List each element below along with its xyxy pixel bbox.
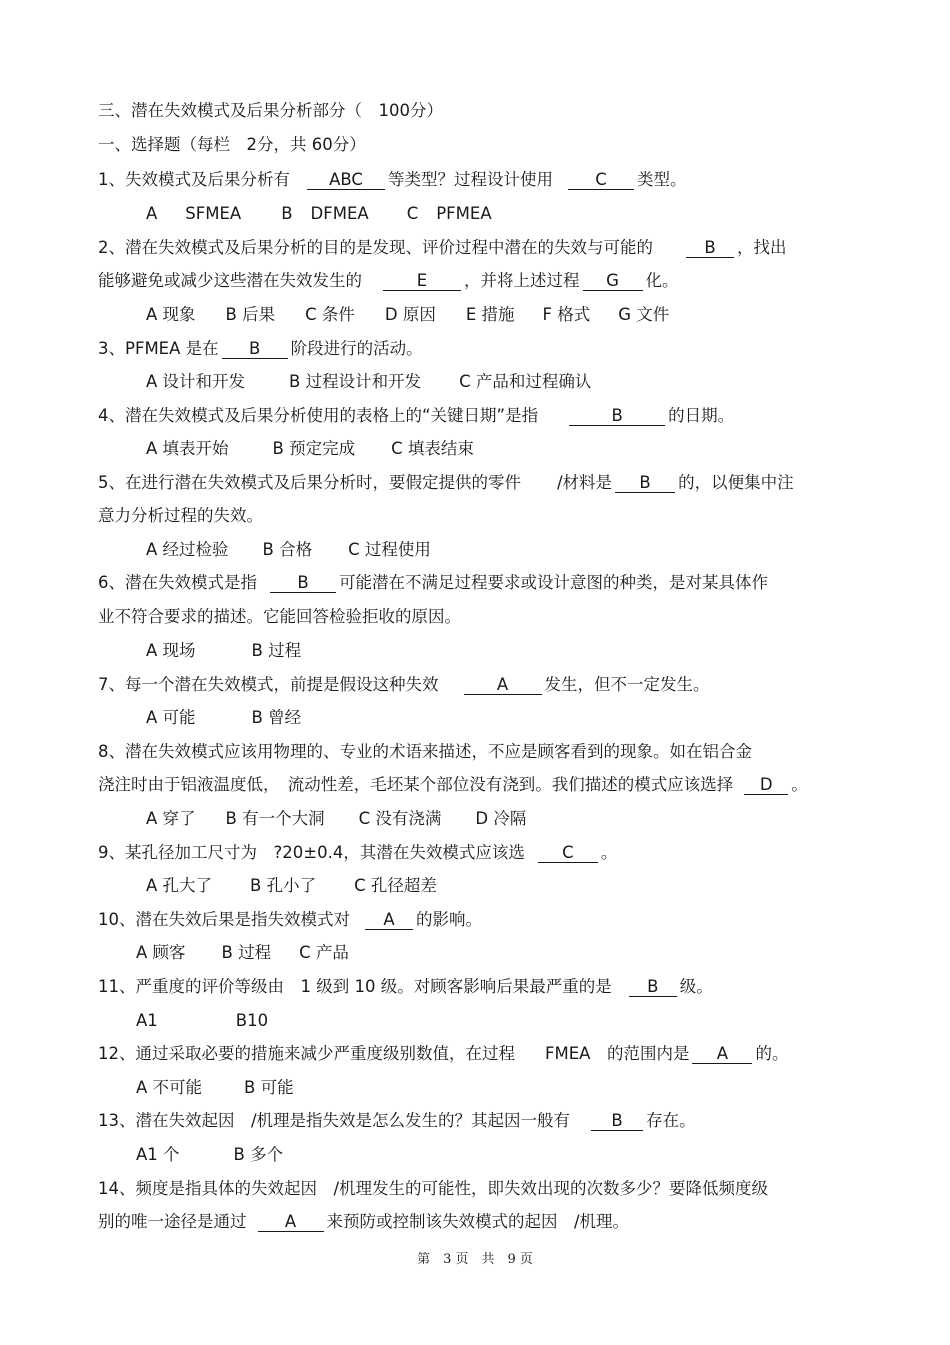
options-7: A 可能 B 曾经	[146, 708, 302, 727]
question-11: 11、严重度的评价等级由 1 级到 10 级。对顾客影响后果最严重的是 B 级。	[98, 977, 713, 996]
question-6: 6、潜在失效模式是指 B 可能潜在不满足过程要求或设计意图的种类，是对某具体作	[98, 573, 768, 592]
options-1: A SFMEA B DFMEA C PFMEA	[146, 204, 492, 223]
question-5-cont: 意力分析过程的失效。	[98, 506, 263, 525]
question-13: 13、潜在失效起因 /机理是指失效是怎么发生的？其起因一般有 B 存在。	[98, 1111, 696, 1130]
answer-blank: C	[538, 843, 598, 863]
options-13: A1 个 B 多个	[136, 1145, 284, 1164]
question-10: 10、潜在失效后果是指失效模式对 A 的影响。	[98, 910, 482, 929]
question-4: 4、潜在失效模式及后果分析使用的表格上的“关键日期”是指 B 的日期。	[98, 406, 735, 425]
page-footer: 第 3 页 共 9 页	[417, 1252, 533, 1267]
question-8: 8、潜在失效模式应该用物理的、专业的术语来描述，不应是顾客看到的现象。如在铝合金	[98, 742, 752, 761]
answer-blank: D	[744, 775, 788, 795]
answer-blank: B	[686, 238, 734, 258]
options-12: A 不可能 B 可能	[136, 1078, 294, 1097]
answer-blank: B	[629, 977, 677, 997]
options-5: A 经过检验 B 合格 C 过程使用	[146, 540, 431, 559]
answer-blank: B	[615, 473, 675, 493]
question-14: 14、频度是指具体的失效起因 /机理发生的可能性，即失效出现的次数多少？要降低频度级	[98, 1179, 769, 1198]
question-8-cont: 浇注时由于铝液温度低， 流动性差，毛坯某个部位没有浇到。我们描述的模式应该选择 D 。	[98, 775, 808, 794]
answer-blank: A	[365, 910, 413, 930]
question-3: 3、PFMEA 是在 B 阶段进行的活动。	[98, 339, 423, 358]
options-8: A 穿了 B 有一个大洞 C 没有浇满 D 冷隔	[146, 809, 527, 828]
question-12: 12、通过采取必要的措施来减少严重度级别数值，在过程 FMEA 的范围内是 A 的。	[98, 1044, 789, 1063]
answer-blank: A	[258, 1212, 324, 1232]
section-title: 三、潜在失效模式及后果分析部分（ 100分）	[98, 101, 443, 120]
options-11: A1 B10	[136, 1011, 269, 1030]
question-2: 2、潜在失效模式及后果分析的目的是发现、评价过程中潜在的失效与可能的 B ，找出	[98, 238, 787, 257]
question-7: 7、每一个潜在失效模式，前提是假设这种失效 A 发生，但不一定发生。	[98, 675, 710, 694]
question-1: 1、失效模式及后果分析有 ABC 等类型？过程设计使用 C 类型。	[98, 170, 687, 189]
options-9: A 孔大了 B 孔小了 C 孔径超差	[146, 876, 437, 895]
answer-blank: C	[568, 170, 634, 190]
options-4: A 填表开始 B 预定完成 C 填表结束	[146, 439, 474, 458]
options-2: A 现象 B 后果 C 条件 D 原因 E 措施 F 格式 G 文件	[146, 305, 670, 324]
answer-blank: B	[270, 573, 336, 593]
options-3: A 设计和开发 B 过程设计和开发 C 产品和过程确认	[146, 372, 592, 391]
question-9: 9、某孔径加工尺寸为 ?20±0.4，其潜在失效模式应该选 C 。	[98, 843, 618, 862]
options-6: A 现场 B 过程	[146, 641, 302, 660]
answer-blank: B	[591, 1111, 643, 1131]
answer-blank: G	[583, 271, 643, 291]
answer-blank: B	[222, 339, 288, 359]
options-10: A 顾客 B 过程 C 产品	[136, 943, 349, 962]
answer-blank: A	[464, 675, 542, 695]
answer-blank: E	[383, 271, 461, 291]
question-5: 5、在进行潜在失效模式及后果分析时，要假定提供的零件 /材料是 B 的，以便集中注	[98, 473, 794, 492]
question-6-cont: 业不符合要求的描述。它能回答检验拒收的原因。	[98, 607, 461, 626]
question-14-cont: 别的唯一途径是通过 A 来预防或控制该失效模式的起因 /机理。	[98, 1212, 630, 1231]
answer-blank: ABC	[307, 170, 385, 190]
question-2-cont: 能够避免或减少这些潜在失效发生的 E ，并将上述过程 G 化。	[98, 271, 679, 290]
answer-blank: A	[692, 1044, 752, 1064]
answer-blank: B	[569, 406, 665, 426]
part-title: 一、选择题（每栏 2分，共 60分）	[98, 135, 366, 154]
